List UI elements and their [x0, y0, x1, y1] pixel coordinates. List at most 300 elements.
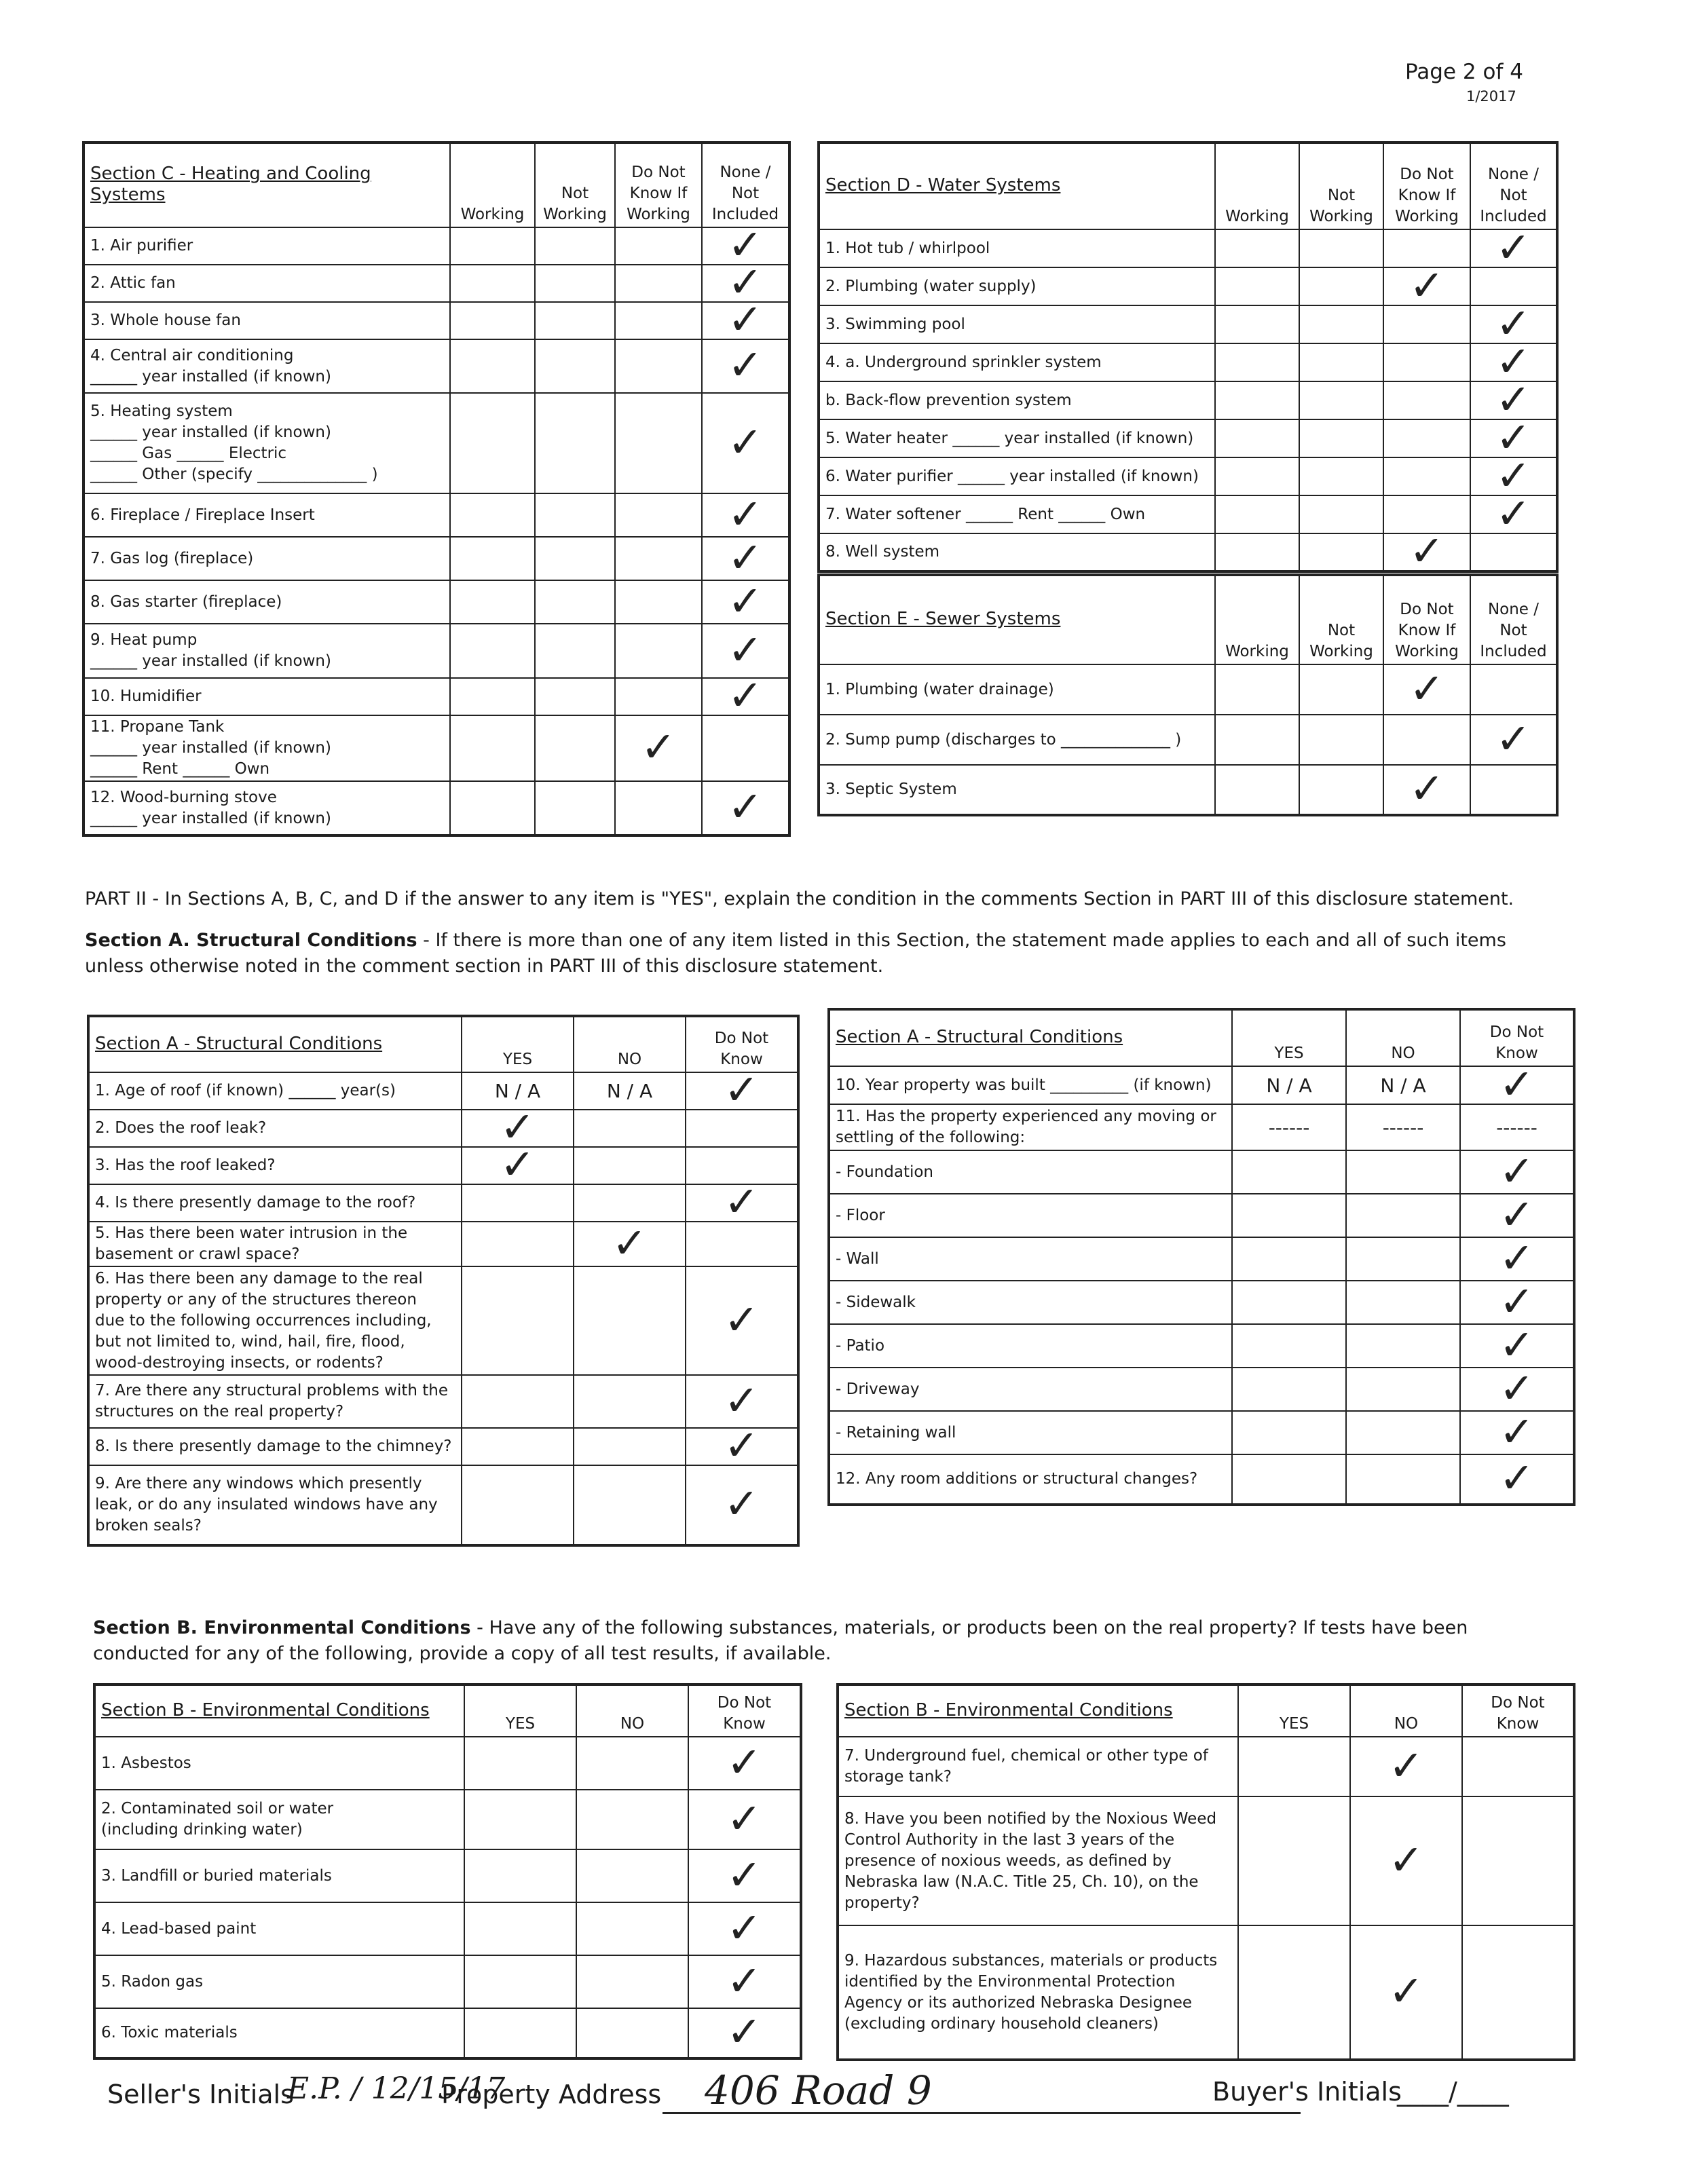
- answer-cell[interactable]: [1460, 1194, 1574, 1237]
- answer-cell[interactable]: [1470, 229, 1557, 267]
- column-header: NO: [574, 1016, 686, 1072]
- table-row: [819, 381, 1557, 419]
- answer-cell[interactable]: [1232, 1368, 1346, 1411]
- answer-cell[interactable]: [535, 624, 615, 678]
- answer-cell[interactable]: [1215, 419, 1299, 457]
- answer-cell[interactable]: [686, 1428, 798, 1465]
- section-title: Section B - Environmental Conditions: [94, 1684, 464, 1737]
- answer-cell[interactable]: [1470, 457, 1557, 495]
- table-row: [819, 664, 1557, 715]
- column-header: NO: [576, 1684, 688, 1737]
- answer-cell[interactable]: [1215, 229, 1299, 267]
- answer-cell[interactable]: [1299, 381, 1383, 419]
- table-row: [83, 537, 789, 580]
- answer-cell[interactable]: [686, 1222, 798, 1266]
- check-mark: ✓: [1409, 533, 1444, 571]
- answer-cell[interactable]: [450, 678, 535, 715]
- answer-cell[interactable]: [1215, 267, 1299, 305]
- answer-cell[interactable]: [702, 624, 789, 678]
- answer-cell[interactable]: [1215, 495, 1299, 533]
- answer-cell[interactable]: N / A: [1232, 1066, 1346, 1104]
- answer-cell[interactable]: [1350, 1737, 1462, 1796]
- table-row: [838, 1796, 1574, 1925]
- check-mark: ✓: [1499, 1281, 1535, 1324]
- table-row: [88, 1222, 798, 1266]
- row-label: 11. Has the property experienced any moving or settling of the following:: [829, 1104, 1232, 1150]
- row-label: 7. Are there any structural problems with the structures on the real property?: [88, 1375, 462, 1428]
- answer-cell[interactable]: [1346, 1194, 1460, 1237]
- answer-cell[interactable]: N / A: [1346, 1066, 1460, 1104]
- answer-cell[interactable]: [535, 715, 615, 781]
- answer-cell[interactable]: [1346, 1368, 1460, 1411]
- column-header: None / Not Included: [1470, 575, 1557, 664]
- row-label: 8. Have you been notified by the Noxious Weed Control Authority in the last 3 years of the presence of noxious weeds, as defined by Nebraska law (N.A.C. Title 25, Ch. 10), on the property?: [838, 1796, 1238, 1925]
- answer-cell[interactable]: [688, 2008, 801, 2058]
- answer-cell[interactable]: [1215, 305, 1299, 343]
- answer-cell[interactable]: [702, 339, 789, 393]
- table-row: [83, 715, 789, 781]
- answer-cell[interactable]: [1383, 765, 1470, 815]
- answer-cell[interactable]: [1232, 1411, 1346, 1454]
- answer-cell[interactable]: [1215, 381, 1299, 419]
- answer-cell[interactable]: [574, 1184, 686, 1222]
- row-label: 12. Wood-burning stove ______ year installed (if known): [83, 781, 450, 835]
- answer-cell[interactable]: [535, 493, 615, 537]
- answer-cell[interactable]: [1470, 765, 1557, 815]
- check-mark: ✓: [728, 417, 763, 467]
- answer-cell[interactable]: [1470, 381, 1557, 419]
- answer-cell[interactable]: [535, 678, 615, 715]
- column-header: YES: [1238, 1684, 1350, 1737]
- answer-cell[interactable]: [1232, 1150, 1346, 1194]
- table-row: [829, 1281, 1574, 1324]
- check-mark: ✓: [724, 1375, 760, 1425]
- answer-cell[interactable]: [535, 781, 615, 835]
- answer-cell[interactable]: [1460, 1368, 1574, 1411]
- answer-cell[interactable]: [574, 1428, 686, 1465]
- check-mark: ✓: [726, 1737, 762, 1787]
- table-row: [829, 1150, 1574, 1194]
- answer-cell[interactable]: [1215, 457, 1299, 495]
- answer-cell[interactable]: [1460, 1066, 1574, 1104]
- column-header: Not Working: [1299, 143, 1383, 229]
- answer-cell[interactable]: [450, 393, 535, 493]
- section-a-note-text: - If there is more than one of any item listed in this Section, the statement made applies to each and all of such items unless otherwise noted in the comment section in PART III of this disclosure statement.: [85, 930, 1506, 977]
- answer-cell[interactable]: [462, 1428, 574, 1465]
- answer-cell[interactable]: ------: [1232, 1104, 1346, 1150]
- table-row: [88, 1110, 798, 1147]
- answer-cell[interactable]: [1215, 664, 1299, 715]
- check-mark: ✓: [728, 678, 763, 715]
- answer-cell[interactable]: [702, 678, 789, 715]
- row-label: 2. Plumbing (water supply): [819, 267, 1215, 305]
- answer-cell[interactable]: [1470, 305, 1557, 343]
- check-mark: ✓: [1499, 1066, 1535, 1104]
- answer-cell[interactable]: [450, 781, 535, 835]
- answer-cell[interactable]: [462, 1266, 574, 1375]
- table-row: [83, 580, 789, 624]
- answer-cell[interactable]: [450, 265, 535, 302]
- buyer-initials-value[interactable]: ____/____: [1397, 2077, 1509, 2107]
- answer-cell[interactable]: [1383, 267, 1470, 305]
- answer-cell[interactable]: [686, 1110, 798, 1147]
- answer-cell[interactable]: [702, 781, 789, 835]
- check-mark: ✓: [641, 722, 676, 772]
- answer-cell[interactable]: [574, 1266, 686, 1375]
- answer-cell[interactable]: [1383, 664, 1470, 715]
- answer-cell[interactable]: [576, 2008, 688, 2058]
- column-header: Not Working: [535, 143, 615, 227]
- table-row: [819, 305, 1557, 343]
- answer-cell[interactable]: [702, 302, 789, 339]
- row-label: - Sidewalk: [829, 1281, 1232, 1324]
- answer-cell[interactable]: [688, 1737, 801, 1790]
- answer-cell[interactable]: [464, 1790, 576, 1849]
- answer-cell[interactable]: [615, 265, 702, 302]
- answer-cell[interactable]: [686, 1465, 798, 1545]
- answer-cell[interactable]: [1215, 533, 1299, 571]
- check-mark: ✓: [726, 1902, 762, 1953]
- answer-cell[interactable]: [576, 1790, 688, 1849]
- answer-cell[interactable]: [1238, 1737, 1350, 1796]
- table-row: [83, 678, 789, 715]
- check-mark: ✓: [1388, 1740, 1424, 1790]
- answer-cell[interactable]: [1299, 457, 1383, 495]
- table-row: [88, 1266, 798, 1375]
- row-label: - Patio: [829, 1324, 1232, 1368]
- header-row: [819, 143, 1557, 229]
- answer-cell[interactable]: [464, 1902, 576, 1955]
- answer-cell[interactable]: [576, 1849, 688, 1902]
- table-row: [819, 533, 1557, 571]
- table-row: [819, 343, 1557, 381]
- answer-cell[interactable]: [464, 1737, 576, 1790]
- answer-cell[interactable]: [1232, 1281, 1346, 1324]
- answer-cell[interactable]: [1215, 715, 1299, 765]
- table-row: [94, 1902, 801, 1955]
- answer-cell[interactable]: [450, 580, 535, 624]
- column-header: Do Not Know: [1462, 1684, 1574, 1737]
- seller-initials-label: Seller's Initials: [107, 2079, 294, 2109]
- answer-cell[interactable]: [686, 1375, 798, 1428]
- answer-cell[interactable]: [1346, 1324, 1460, 1368]
- answer-cell[interactable]: [1215, 765, 1299, 815]
- column-header: Working: [450, 143, 535, 227]
- column-header: YES: [462, 1016, 574, 1072]
- answer-cell[interactable]: [686, 1184, 798, 1222]
- section-e-table: [817, 573, 1559, 816]
- section-c-table: [82, 141, 791, 837]
- answer-cell[interactable]: [1470, 495, 1557, 533]
- row-label: 2. Attic fan: [83, 265, 450, 302]
- check-mark: ✓: [1495, 381, 1531, 419]
- answer-cell[interactable]: [535, 265, 615, 302]
- answer-cell[interactable]: [702, 493, 789, 537]
- answer-cell[interactable]: [450, 493, 535, 537]
- check-mark: ✓: [1495, 229, 1531, 267]
- answer-cell[interactable]: [1299, 715, 1383, 765]
- check-mark: ✓: [728, 580, 763, 624]
- row-label: 5. Radon gas: [94, 1955, 464, 2008]
- row-label: 6. Has there been any damage to the real property or any of the structures thereon due to the following occurrences including, but not limited to, wind, hail, fire, flood, wood-destroying insects, or rodents?: [88, 1266, 462, 1375]
- answer-cell[interactable]: [1350, 1925, 1462, 2060]
- answer-cell[interactable]: [1470, 343, 1557, 381]
- answer-cell[interactable]: [1383, 343, 1470, 381]
- column-header: NO: [1346, 1009, 1460, 1066]
- check-mark: ✓: [1499, 1368, 1535, 1411]
- answer-cell[interactable]: [535, 302, 615, 339]
- section-a-table-left: [87, 1015, 800, 1547]
- check-mark: ✓: [726, 1955, 762, 2006]
- answer-cell[interactable]: [1383, 533, 1470, 571]
- table-row: [88, 1147, 798, 1184]
- answer-cell[interactable]: [615, 493, 702, 537]
- answer-cell[interactable]: [688, 1955, 801, 2008]
- form-revision: 1/2017: [1466, 88, 1516, 105]
- answer-cell[interactable]: [1462, 1925, 1574, 2060]
- answer-cell[interactable]: [688, 1902, 801, 1955]
- header-row: [838, 1684, 1574, 1737]
- answer-cell[interactable]: [1383, 229, 1470, 267]
- column-header: YES: [1232, 1009, 1346, 1066]
- answer-cell[interactable]: [450, 302, 535, 339]
- section-a-note-heading: Section A. Structural Conditions: [85, 930, 417, 951]
- page-number: Page 2 of 4: [1405, 60, 1523, 84]
- row-label: 7. Gas log (fireplace): [83, 537, 450, 580]
- table-row: [94, 1849, 801, 1902]
- row-label: 3. Septic System: [819, 765, 1215, 815]
- row-label: 8. Well system: [819, 533, 1215, 571]
- check-mark: ✓: [1409, 267, 1444, 305]
- table-row: [88, 1375, 798, 1428]
- answer-cell[interactable]: [702, 227, 789, 265]
- answer-cell[interactable]: [1470, 533, 1557, 571]
- answer-cell[interactable]: [462, 1110, 574, 1147]
- answer-cell[interactable]: [576, 1955, 688, 2008]
- answer-cell[interactable]: [450, 227, 535, 265]
- header-row: [88, 1016, 798, 1072]
- answer-cell[interactable]: [615, 302, 702, 339]
- header-row: [819, 575, 1557, 664]
- row-label: 5. Heating system ______ year installed (if known) ______ Gas ______ Electric ______ Other (specify ______________ ): [83, 393, 450, 493]
- table-row: [829, 1324, 1574, 1368]
- table-row: [83, 227, 789, 265]
- footer: [107, 2067, 1567, 2132]
- answer-cell[interactable]: [1383, 715, 1470, 765]
- answer-cell[interactable]: [1460, 1281, 1574, 1324]
- answer-cell[interactable]: [1462, 1796, 1574, 1925]
- section-b-note: [93, 1615, 1566, 1667]
- answer-cell[interactable]: [462, 1465, 574, 1545]
- check-mark: ✓: [1499, 1324, 1535, 1368]
- answer-cell[interactable]: [1470, 267, 1557, 305]
- table-row: [83, 393, 789, 493]
- answer-cell[interactable]: [1346, 1454, 1460, 1505]
- table-row: [83, 265, 789, 302]
- answer-cell[interactable]: [1383, 381, 1470, 419]
- answer-cell[interactable]: [462, 1147, 574, 1184]
- answer-cell[interactable]: [535, 537, 615, 580]
- table-row: [829, 1066, 1574, 1104]
- answer-cell[interactable]: [686, 1072, 798, 1110]
- answer-cell[interactable]: [1470, 419, 1557, 457]
- answer-cell[interactable]: [450, 624, 535, 678]
- check-mark: ✓: [724, 1294, 760, 1344]
- answer-cell[interactable]: [615, 678, 702, 715]
- answer-cell[interactable]: [1232, 1194, 1346, 1237]
- answer-cell[interactable]: [1462, 1737, 1574, 1796]
- answer-cell[interactable]: [615, 227, 702, 265]
- answer-cell[interactable]: [615, 624, 702, 678]
- answer-cell[interactable]: [615, 537, 702, 580]
- answer-cell[interactable]: [1299, 664, 1383, 715]
- answer-cell[interactable]: [688, 1849, 801, 1902]
- answer-cell[interactable]: [535, 227, 615, 265]
- answer-cell[interactable]: [1232, 1324, 1346, 1368]
- answer-cell[interactable]: [1346, 1150, 1460, 1194]
- answer-cell[interactable]: [1299, 305, 1383, 343]
- check-mark: ✓: [1495, 419, 1531, 457]
- answer-cell[interactable]: [1346, 1237, 1460, 1281]
- column-header: Do Not Know If Working: [1383, 143, 1470, 229]
- column-header: Working: [1215, 575, 1299, 664]
- row-label: 9. Are there any windows which presently leak, or do any insulated windows have any broken seals?: [88, 1465, 462, 1545]
- answer-cell[interactable]: [1383, 419, 1470, 457]
- section-title: Section C - Heating and Cooling Systems: [83, 143, 450, 227]
- answer-cell[interactable]: [702, 393, 789, 493]
- answer-cell[interactable]: [1238, 1796, 1350, 1925]
- table-row: [94, 1790, 801, 1849]
- column-header: Do Not Know: [686, 1016, 798, 1072]
- answer-cell[interactable]: [1383, 457, 1470, 495]
- answer-cell[interactable]: [1460, 1150, 1574, 1194]
- answer-cell[interactable]: [535, 339, 615, 393]
- answer-cell[interactable]: [462, 1375, 574, 1428]
- answer-cell[interactable]: N / A: [574, 1072, 686, 1110]
- answer-cell[interactable]: [1299, 495, 1383, 533]
- answer-cell[interactable]: N / A: [462, 1072, 574, 1110]
- row-label: 4. a. Underground sprinkler system: [819, 343, 1215, 381]
- answer-cell[interactable]: [450, 715, 535, 781]
- seller-initials-value[interactable]: E.P. / 12/15/17: [287, 2071, 506, 2106]
- table-row: [94, 2008, 801, 2058]
- answer-cell[interactable]: [1232, 1454, 1346, 1505]
- section-title: Section D - Water Systems: [819, 143, 1215, 229]
- answer-cell[interactable]: [615, 781, 702, 835]
- answer-cell[interactable]: [1460, 1324, 1574, 1368]
- answer-cell[interactable]: [1470, 715, 1557, 765]
- answer-cell[interactable]: [1346, 1281, 1460, 1324]
- answer-cell[interactable]: [702, 580, 789, 624]
- table-row: [83, 339, 789, 393]
- section-d-table: [817, 141, 1559, 573]
- check-mark: ✓: [726, 1793, 762, 1843]
- answer-cell[interactable]: [535, 580, 615, 624]
- answer-cell[interactable]: [1299, 765, 1383, 815]
- table-row: [819, 419, 1557, 457]
- answer-cell[interactable]: [1383, 495, 1470, 533]
- answer-cell[interactable]: [1299, 533, 1383, 571]
- table-row: [829, 1237, 1574, 1281]
- answer-cell[interactable]: [574, 1110, 686, 1147]
- answer-cell[interactable]: [1299, 343, 1383, 381]
- table-row: [88, 1465, 798, 1545]
- table-row: [829, 1104, 1574, 1150]
- row-label: 3. Swimming pool: [819, 305, 1215, 343]
- answer-cell[interactable]: ------: [1460, 1104, 1574, 1150]
- row-label: 1. Age of roof (if known) ______ year(s): [88, 1072, 462, 1110]
- answer-cell[interactable]: [615, 339, 702, 393]
- answer-cell[interactable]: [1470, 664, 1557, 715]
- row-label: - Foundation: [829, 1150, 1232, 1194]
- answer-cell[interactable]: [615, 715, 702, 781]
- answer-cell[interactable]: [464, 1849, 576, 1902]
- answer-cell[interactable]: [535, 393, 615, 493]
- answer-cell[interactable]: [686, 1266, 798, 1375]
- check-mark: ✓: [724, 1479, 760, 1528]
- answer-cell[interactable]: [576, 1737, 688, 1790]
- answer-cell[interactable]: [1346, 1411, 1460, 1454]
- answer-cell[interactable]: [462, 1222, 574, 1266]
- answer-cell[interactable]: [1460, 1411, 1574, 1454]
- check-mark: ✓: [728, 265, 763, 302]
- answer-cell[interactable]: [574, 1375, 686, 1428]
- answer-cell[interactable]: [1299, 419, 1383, 457]
- answer-cell[interactable]: [688, 1790, 801, 1849]
- answer-cell[interactable]: [450, 339, 535, 393]
- answer-cell[interactable]: [1460, 1454, 1574, 1505]
- check-mark: ✓: [728, 537, 763, 580]
- column-header: NO: [1350, 1684, 1462, 1737]
- answer-cell[interactable]: [574, 1147, 686, 1184]
- row-label: - Wall: [829, 1237, 1232, 1281]
- answer-cell[interactable]: [1460, 1237, 1574, 1281]
- answer-cell[interactable]: [1383, 305, 1470, 343]
- answer-cell[interactable]: [576, 1902, 688, 1955]
- answer-cell[interactable]: [686, 1147, 798, 1184]
- answer-cell[interactable]: [1299, 267, 1383, 305]
- check-mark: ✓: [1499, 1194, 1535, 1237]
- table-row: [819, 229, 1557, 267]
- answer-cell[interactable]: [702, 537, 789, 580]
- answer-cell[interactable]: [574, 1222, 686, 1266]
- answer-cell[interactable]: [702, 265, 789, 302]
- answer-cell[interactable]: [1238, 1925, 1350, 2060]
- answer-cell[interactable]: [464, 1955, 576, 2008]
- row-label: 1. Air purifier: [83, 227, 450, 265]
- property-address-value[interactable]: 406 Road 9: [705, 2067, 932, 2113]
- answer-cell[interactable]: ------: [1346, 1104, 1460, 1150]
- answer-cell[interactable]: [1215, 343, 1299, 381]
- answer-cell[interactable]: [615, 393, 702, 493]
- answer-cell[interactable]: [1232, 1237, 1346, 1281]
- answer-cell[interactable]: [574, 1465, 686, 1545]
- row-label: 6. Toxic materials: [94, 2008, 464, 2058]
- answer-cell[interactable]: [1299, 229, 1383, 267]
- answer-cell[interactable]: [702, 715, 789, 781]
- section-a-table-right: [827, 1008, 1575, 1506]
- answer-cell[interactable]: [450, 537, 535, 580]
- check-mark: ✓: [728, 302, 763, 339]
- answer-cell[interactable]: [464, 2008, 576, 2058]
- check-mark: ✓: [1388, 1834, 1424, 1885]
- answer-cell[interactable]: [1350, 1796, 1462, 1925]
- answer-cell[interactable]: [462, 1184, 574, 1222]
- check-mark: ✓: [1495, 305, 1531, 343]
- row-label: 4. Is there presently damage to the roof?: [88, 1184, 462, 1222]
- row-label: 2. Contaminated soil or water (including drinking water): [94, 1790, 464, 1849]
- answer-cell[interactable]: [615, 580, 702, 624]
